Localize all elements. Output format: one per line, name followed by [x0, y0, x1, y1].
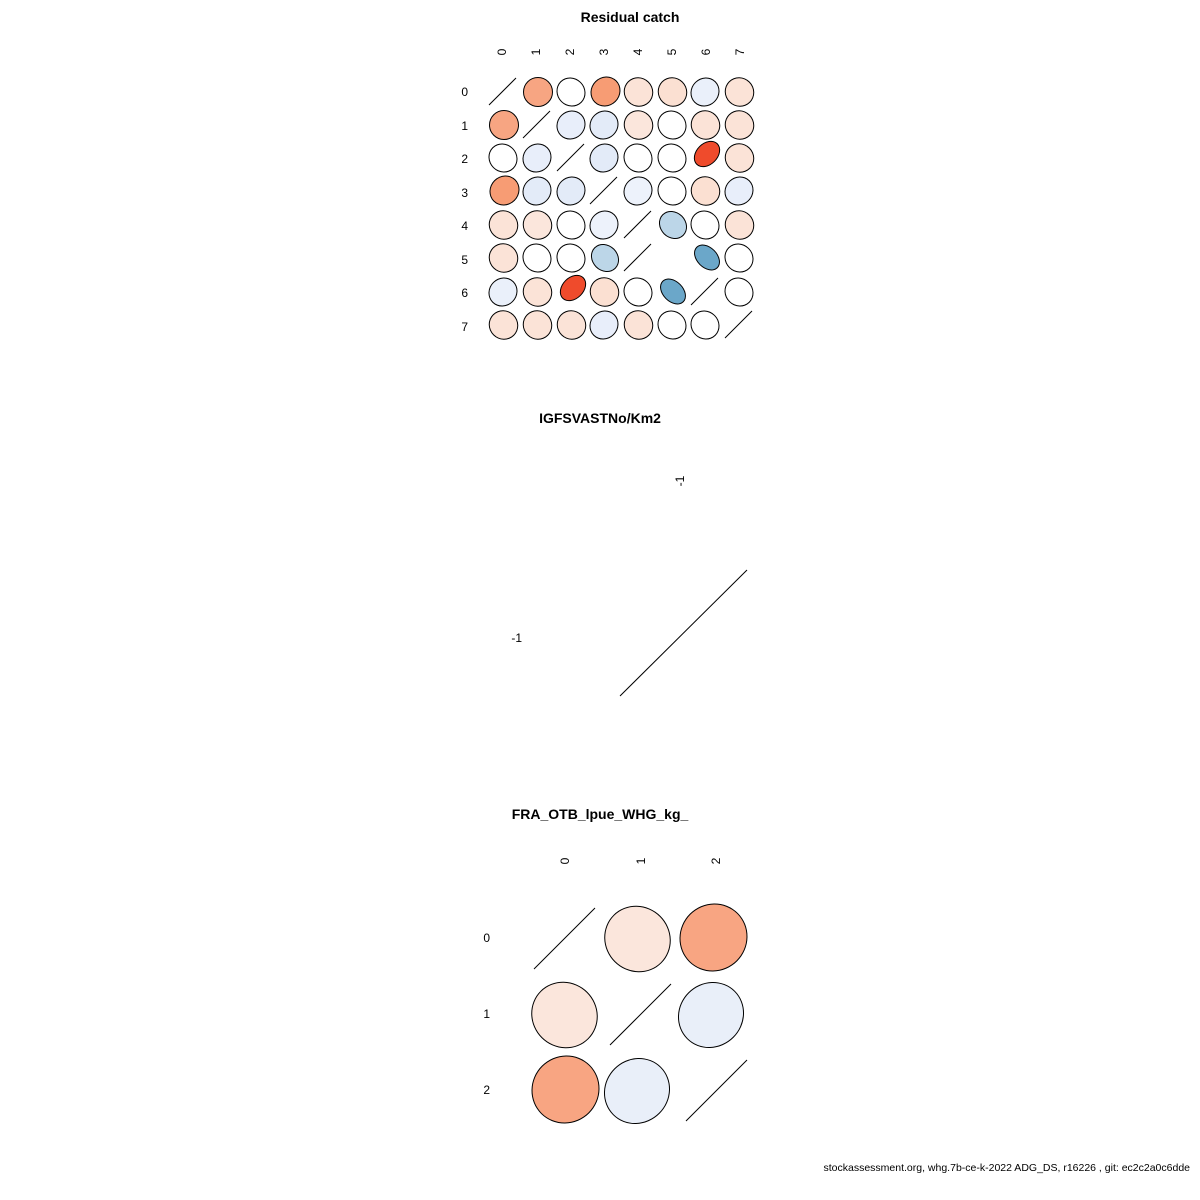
- ellipse-cell: [719, 204, 761, 246]
- ellipse-cell: [719, 104, 761, 146]
- ellipse-cell: [482, 271, 523, 312]
- ellipse-cell: [719, 137, 761, 179]
- row-label-7: 7: [461, 320, 468, 334]
- diagonal-line: [520, 108, 553, 141]
- ellipse-cell: [655, 273, 691, 309]
- ellipse-cell: [483, 169, 525, 211]
- column-label-2: 2: [709, 857, 723, 865]
- ellipse-cell: [585, 238, 625, 278]
- ellipse-cell: [651, 137, 692, 178]
- ellipse-cell: [651, 170, 692, 211]
- ellipse-cell: [618, 104, 660, 146]
- panel-igfsvastno-km2: [0, 400, 1200, 730]
- ellipse-cell: [689, 239, 725, 275]
- ellipse-cell: [517, 1041, 613, 1137]
- ellipse-cell: [618, 304, 660, 346]
- column-label-0: 0: [495, 48, 509, 56]
- ellipse-cell: [718, 271, 759, 312]
- column-label-2: 2: [563, 48, 577, 56]
- ellipse-cell: [516, 170, 557, 211]
- ellipse-cell: [483, 237, 525, 279]
- column-label-4: 4: [631, 48, 645, 56]
- ellipse-cell: [584, 70, 626, 112]
- column-label-0: 0: [558, 857, 572, 865]
- row-label-neg1: -1: [511, 631, 522, 645]
- footer-caption: stockassessment.org, whg.7b-ce-k-2022 ADG_DS, r16226 , git: ec2c2a0c6dde: [823, 1162, 1190, 1174]
- diagonal-line: [587, 174, 620, 207]
- ellipse-cell: [617, 271, 658, 312]
- panel-fra-otb-lpue-whg-kg: [0, 795, 1200, 1155]
- column-label-neg1: -1: [673, 475, 687, 487]
- row-label-0: 0: [461, 85, 468, 99]
- row-label-2: 2: [483, 1083, 490, 1097]
- ellipse-cell: [685, 104, 727, 146]
- correlation-matrix-fra-otb-lpue-whg-kg: [527, 901, 755, 1131]
- ellipse-cell: [651, 104, 692, 145]
- correlation-matrix-igfsvastno-km2: [610, 565, 755, 705]
- ellipse-cell: [517, 71, 559, 113]
- column-label-3: 3: [597, 48, 611, 56]
- ellipse-cell: [664, 968, 757, 1061]
- row-label-0: 0: [483, 931, 490, 945]
- ellipse-cell: [483, 204, 525, 246]
- ellipse-cell: [718, 170, 759, 211]
- correlation-matrix-residual-catch: [486, 75, 754, 343]
- row-label-6: 6: [461, 286, 468, 300]
- ellipse-cell: [652, 71, 694, 113]
- row-label-2: 2: [461, 152, 468, 166]
- panel-title-residual-catch: Residual catch: [580, 9, 680, 25]
- ellipse-cell: [684, 204, 725, 245]
- ellipse-cell: [665, 889, 761, 985]
- diagonal-line: [679, 1053, 753, 1127]
- ellipse-cell: [651, 304, 692, 345]
- ellipse-cell: [590, 892, 684, 986]
- column-label-1: 1: [529, 48, 543, 56]
- row-label-1: 1: [483, 1007, 490, 1021]
- row-label-5: 5: [461, 253, 468, 267]
- column-label-7: 7: [733, 48, 747, 56]
- diagonal-line: [688, 275, 721, 308]
- ellipse-cell: [550, 237, 591, 278]
- ellipse-cell: [583, 304, 624, 345]
- column-label-6: 6: [699, 48, 713, 56]
- diagonal-line: [603, 977, 677, 1051]
- diagonal-line: [621, 241, 654, 274]
- ellipse-cell: [516, 137, 557, 178]
- ellipse-cell: [617, 137, 658, 178]
- ellipse-cell: [482, 137, 523, 178]
- ellipse-cell: [583, 137, 624, 178]
- ellipse-cell: [718, 237, 759, 278]
- ellipse-cell: [618, 71, 660, 113]
- panel-title-igfsvastno-km2: IGFSVASTNo/Km2: [539, 410, 661, 426]
- ellipse-cell: [583, 104, 624, 145]
- ellipse-cell: [617, 170, 658, 211]
- ellipse-cell: [517, 304, 559, 346]
- ellipse-cell: [517, 204, 559, 246]
- ellipse-cell: [590, 1044, 683, 1137]
- diagonal-line: [554, 141, 587, 174]
- ellipse-cell: [516, 237, 557, 278]
- ellipse-cell: [550, 71, 591, 112]
- diagonal-line: [610, 565, 755, 705]
- ellipse-cell: [653, 205, 693, 245]
- ellipse-cell: [685, 170, 727, 212]
- column-label-1: 1: [634, 857, 648, 865]
- ellipse-cell: [483, 104, 525, 146]
- ellipse-cell: [684, 71, 725, 112]
- diagonal-line: [722, 308, 755, 341]
- ellipse-cell: [584, 271, 626, 313]
- row-label-1: 1: [461, 119, 468, 133]
- ellipse-cell: [550, 104, 591, 145]
- ellipse-cell: [684, 304, 725, 345]
- diagonal-line: [527, 901, 601, 975]
- column-label-5: 5: [665, 48, 679, 56]
- ellipse-cell: [689, 136, 726, 173]
- ellipse-cell: [517, 968, 611, 1062]
- ellipse-cell: [550, 170, 591, 211]
- ellipse-cell: [517, 271, 559, 313]
- ellipse-cell: [550, 204, 591, 245]
- diagonal-line: [621, 208, 654, 241]
- row-label-4: 4: [461, 219, 468, 233]
- ellipse-cell: [719, 71, 761, 113]
- ellipse-cell: [555, 270, 592, 307]
- panel-title-fra-otb-lpue-whg-kg: FRA_OTB_lpue_WHG_kg_: [511, 806, 689, 822]
- row-label-3: 3: [461, 186, 468, 200]
- ellipse-cell: [483, 304, 525, 346]
- ellipse-cell: [551, 304, 593, 346]
- panel-residual-catch: [0, 0, 1200, 380]
- ellipse-cell: [583, 204, 624, 245]
- diagonal-line: [486, 75, 519, 108]
